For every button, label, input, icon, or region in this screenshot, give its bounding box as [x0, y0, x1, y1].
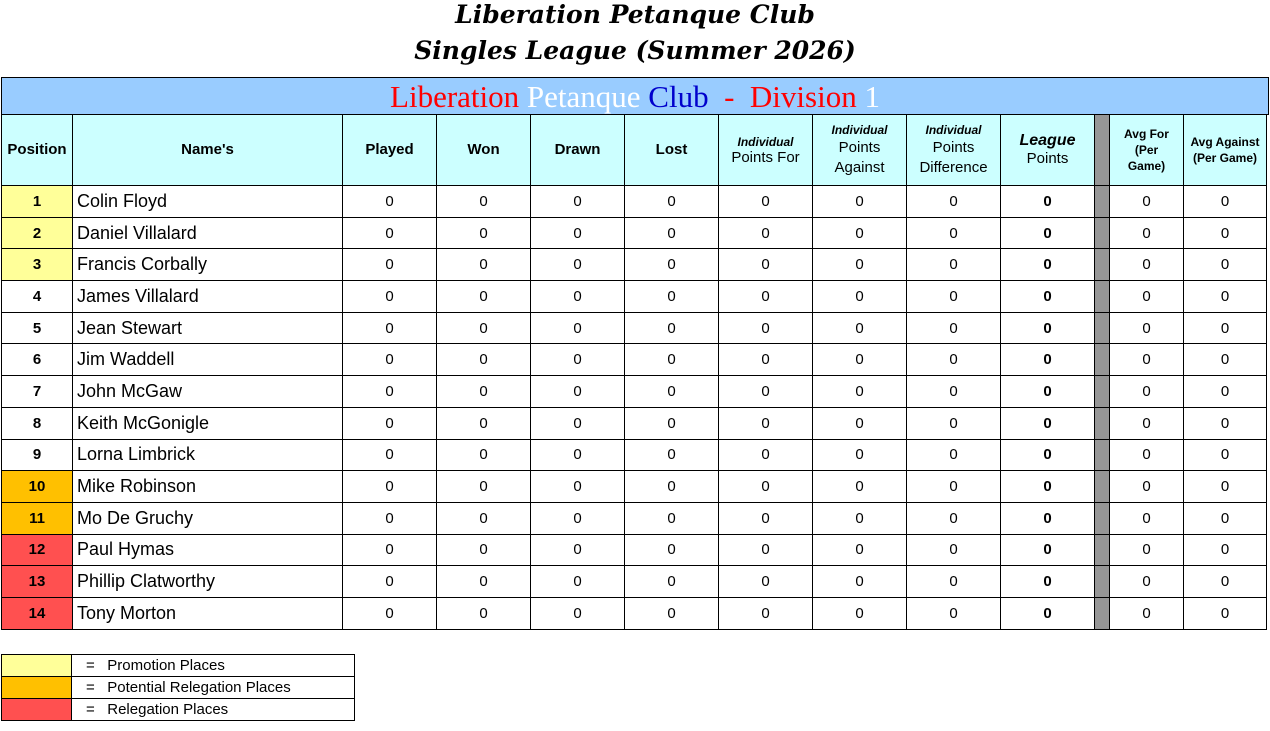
table-row [2, 217, 1267, 249]
cell-position: 8 [2, 407, 73, 439]
cell-position: 14 [2, 597, 73, 629]
cell-avg-for: 0 [1110, 502, 1184, 534]
legend-label-promotion: = Promotion Places [72, 655, 355, 677]
separator-cell [1095, 376, 1110, 408]
cell-points-difference: 0 [907, 471, 1001, 503]
cell-avg-for: 0 [1110, 344, 1184, 376]
cell-points-for: 0 [719, 376, 813, 408]
header-avgfor-2: (Per [1134, 143, 1159, 157]
cell-points-for: 0 [719, 249, 813, 281]
header-avg-against [1184, 115, 1267, 186]
legend-label-potential-relegation: = Potential Relegation Places [72, 677, 355, 699]
cell-position: 7 [2, 376, 73, 408]
cell-drawn: 0 [531, 376, 625, 408]
cell-lost: 0 [625, 597, 719, 629]
cell-points-for: 0 [719, 534, 813, 566]
cell-points-against: 0 [813, 471, 907, 503]
cell-points-difference: 0 [907, 534, 1001, 566]
cell-drawn: 0 [531, 344, 625, 376]
cell-won: 0 [437, 281, 531, 313]
cell-position: 6 [2, 344, 73, 376]
separator-cell [1095, 281, 1110, 313]
cell-won: 0 [437, 217, 531, 249]
banner-part: Petanque [526, 79, 649, 114]
cell-drawn: 0 [531, 312, 625, 344]
cell-points-difference: 0 [907, 439, 1001, 471]
cell-lost: 0 [625, 471, 719, 503]
legend-swatch-relegation [2, 699, 72, 721]
cell-name: Jim Waddell [73, 344, 343, 376]
cell-points-against: 0 [813, 566, 907, 598]
header-played: Played [343, 115, 437, 186]
cell-points-for: 0 [719, 566, 813, 598]
cell-points-difference: 0 [907, 186, 1001, 218]
separator-cell [1095, 502, 1110, 534]
cell-avg-for: 0 [1110, 376, 1184, 408]
cell-points-against: 0 [813, 186, 907, 218]
separator-cell [1095, 217, 1110, 249]
cell-avg-for: 0 [1110, 534, 1184, 566]
cell-played: 0 [343, 439, 437, 471]
separator-cell [1095, 534, 1110, 566]
header-pd-top: Individual [925, 122, 982, 137]
separator-cell [1095, 597, 1110, 629]
table-row [2, 597, 1267, 629]
cell-played: 0 [343, 407, 437, 439]
cell-avg-against: 0 [1184, 249, 1267, 281]
cell-position: 10 [2, 471, 73, 503]
cell-played: 0 [343, 502, 437, 534]
table-row [2, 566, 1267, 598]
separator-cell [1095, 186, 1110, 218]
cell-name: Daniel Villalard [73, 217, 343, 249]
cell-name: Mike Robinson [73, 471, 343, 503]
cell-points-for: 0 [719, 471, 813, 503]
cell-avg-for: 0 [1110, 249, 1184, 281]
header-pa-mid: Points [838, 138, 881, 156]
cell-won: 0 [437, 597, 531, 629]
cell-avg-for: 0 [1110, 186, 1184, 218]
header-points-difference [907, 115, 1001, 186]
header-pf-top: Individual [737, 134, 794, 149]
table-row [2, 249, 1267, 281]
cell-league-points: 0 [1001, 217, 1095, 249]
cell-lost: 0 [625, 566, 719, 598]
separator-cell [1095, 471, 1110, 503]
cell-avg-against: 0 [1184, 186, 1267, 218]
cell-lost: 0 [625, 217, 719, 249]
cell-won: 0 [437, 312, 531, 344]
cell-points-for: 0 [719, 217, 813, 249]
cell-avg-for: 0 [1110, 597, 1184, 629]
cell-league-points: 0 [1001, 471, 1095, 503]
table-row [2, 281, 1267, 313]
cell-points-against: 0 [813, 439, 907, 471]
cell-lost: 0 [625, 407, 719, 439]
separator-cell [1095, 566, 1110, 598]
cell-avg-against: 0 [1184, 407, 1267, 439]
cell-avg-for: 0 [1110, 281, 1184, 313]
cell-played: 0 [343, 376, 437, 408]
cell-lost: 0 [625, 376, 719, 408]
cell-points-difference: 0 [907, 217, 1001, 249]
cell-drawn: 0 [531, 597, 625, 629]
cell-position: 3 [2, 249, 73, 281]
legend [1, 654, 355, 721]
cell-league-points: 0 [1001, 407, 1095, 439]
cell-played: 0 [343, 344, 437, 376]
cell-avg-against: 0 [1184, 471, 1267, 503]
header-points-for [719, 115, 813, 186]
cell-won: 0 [437, 407, 531, 439]
cell-points-against: 0 [813, 502, 907, 534]
cell-avg-against: 0 [1184, 281, 1267, 313]
separator-cell [1095, 249, 1110, 281]
cell-drawn: 0 [531, 566, 625, 598]
cell-points-difference: 0 [907, 407, 1001, 439]
separator-cell [1095, 344, 1110, 376]
cell-won: 0 [437, 534, 531, 566]
table-row [2, 186, 1267, 218]
table-row [2, 344, 1267, 376]
legend-row [2, 655, 355, 677]
cell-lost: 0 [625, 439, 719, 471]
league-table [1, 114, 1267, 630]
cell-lost: 0 [625, 186, 719, 218]
cell-name: Jean Stewart [73, 312, 343, 344]
header-avg-for [1110, 115, 1184, 186]
cell-name: Tony Morton [73, 597, 343, 629]
division-banner [1, 77, 1269, 115]
cell-drawn: 0 [531, 471, 625, 503]
legend-swatch-promotion [2, 655, 72, 677]
cell-points-for: 0 [719, 407, 813, 439]
cell-lost: 0 [625, 344, 719, 376]
cell-league-points: 0 [1001, 439, 1095, 471]
header-won: Won [437, 115, 531, 186]
cell-lost: 0 [625, 281, 719, 313]
header-pf-bottom: Points For [731, 148, 800, 166]
table-row [2, 502, 1267, 534]
header-drawn: Drawn [531, 115, 625, 186]
cell-league-points: 0 [1001, 502, 1095, 534]
cell-drawn: 0 [531, 502, 625, 534]
cell-drawn: 0 [531, 217, 625, 249]
cell-points-difference: 0 [907, 281, 1001, 313]
cell-points-difference: 0 [907, 312, 1001, 344]
table-row [2, 471, 1267, 503]
cell-won: 0 [437, 376, 531, 408]
cell-drawn: 0 [531, 407, 625, 439]
cell-avg-against: 0 [1184, 312, 1267, 344]
cell-points-against: 0 [813, 312, 907, 344]
header-pd-mid: Points [932, 138, 975, 156]
cell-points-difference: 0 [907, 344, 1001, 376]
header-row [2, 115, 1267, 186]
sheet-subtitle: Singles League (Summer 2026) [414, 36, 856, 65]
header-pa-top: Individual [831, 122, 888, 137]
header-league-points [1001, 115, 1095, 186]
cell-position: 11 [2, 502, 73, 534]
cell-points-difference: 0 [907, 597, 1001, 629]
cell-drawn: 0 [531, 281, 625, 313]
league-body [2, 186, 1267, 630]
cell-drawn: 0 [531, 186, 625, 218]
cell-position: 2 [2, 217, 73, 249]
cell-lost: 0 [625, 312, 719, 344]
cell-league-points: 0 [1001, 249, 1095, 281]
cell-played: 0 [343, 471, 437, 503]
table-row [2, 439, 1267, 471]
cell-league-points: 0 [1001, 597, 1095, 629]
cell-played: 0 [343, 281, 437, 313]
cell-avg-for: 0 [1110, 566, 1184, 598]
banner-part: Division [749, 79, 865, 114]
banner-part: Club [648, 79, 709, 114]
cell-position: 1 [2, 186, 73, 218]
cell-avg-against: 0 [1184, 597, 1267, 629]
cell-won: 0 [437, 344, 531, 376]
cell-name: Phillip Clatworthy [73, 566, 343, 598]
cell-points-against: 0 [813, 534, 907, 566]
cell-won: 0 [437, 471, 531, 503]
cell-points-for: 0 [719, 502, 813, 534]
cell-avg-against: 0 [1184, 502, 1267, 534]
cell-league-points: 0 [1001, 566, 1095, 598]
table-row [2, 534, 1267, 566]
cell-won: 0 [437, 249, 531, 281]
cell-position: 5 [2, 312, 73, 344]
cell-drawn: 0 [531, 439, 625, 471]
legend-row [2, 699, 355, 721]
cell-won: 0 [437, 502, 531, 534]
cell-name: Mo De Gruchy [73, 502, 343, 534]
legend-swatch-potential-relegation [2, 677, 72, 699]
cell-points-difference: 0 [907, 566, 1001, 598]
cell-position: 4 [2, 281, 73, 313]
header-lp-top: League [1019, 132, 1076, 149]
cell-avg-against: 0 [1184, 439, 1267, 471]
separator-cell [1095, 407, 1110, 439]
cell-name: Lorna Limbrick [73, 439, 343, 471]
cell-avg-for: 0 [1110, 439, 1184, 471]
banner-part: - [708, 79, 750, 114]
table-row [2, 407, 1267, 439]
sheet-title: Liberation Petanque Club [455, 0, 815, 29]
cell-avg-for: 0 [1110, 312, 1184, 344]
cell-name: Paul Hymas [73, 534, 343, 566]
cell-name: Colin Floyd [73, 186, 343, 218]
header-avgagainst-2: (Per Game) [1192, 151, 1258, 165]
cell-lost: 0 [625, 249, 719, 281]
cell-avg-against: 0 [1184, 534, 1267, 566]
cell-played: 0 [343, 217, 437, 249]
cell-name: Francis Corbally [73, 249, 343, 281]
header-avgagainst-1: Avg Against [1190, 135, 1260, 149]
cell-lost: 0 [625, 502, 719, 534]
cell-name: James Villalard [73, 281, 343, 313]
cell-points-against: 0 [813, 281, 907, 313]
cell-avg-against: 0 [1184, 217, 1267, 249]
cell-points-against: 0 [813, 249, 907, 281]
header-avgfor-1: Avg For [1124, 127, 1169, 141]
cell-drawn: 0 [531, 534, 625, 566]
cell-won: 0 [437, 566, 531, 598]
header-avgfor-3: Game) [1127, 159, 1166, 173]
cell-points-against: 0 [813, 407, 907, 439]
header-name: Name's [73, 115, 343, 186]
separator-column [1095, 115, 1110, 186]
header-position: Position [2, 115, 73, 186]
cell-points-for: 0 [719, 186, 813, 218]
cell-position: 9 [2, 439, 73, 471]
cell-points-difference: 0 [907, 249, 1001, 281]
cell-played: 0 [343, 597, 437, 629]
cell-drawn: 0 [531, 249, 625, 281]
header-lost: Lost [625, 115, 719, 186]
cell-points-against: 0 [813, 344, 907, 376]
cell-name: Keith McGonigle [73, 407, 343, 439]
header-points-against [813, 115, 907, 186]
cell-points-for: 0 [719, 439, 813, 471]
cell-played: 0 [343, 186, 437, 218]
cell-points-against: 0 [813, 376, 907, 408]
cell-points-against: 0 [813, 217, 907, 249]
cell-avg-against: 0 [1184, 344, 1267, 376]
cell-name: John McGaw [73, 376, 343, 408]
cell-played: 0 [343, 534, 437, 566]
banner-part: 1 [864, 79, 880, 114]
cell-avg-for: 0 [1110, 407, 1184, 439]
cell-league-points: 0 [1001, 344, 1095, 376]
cell-avg-for: 0 [1110, 471, 1184, 503]
table-row [2, 376, 1267, 408]
cell-points-for: 0 [719, 344, 813, 376]
cell-position: 13 [2, 566, 73, 598]
cell-avg-against: 0 [1184, 566, 1267, 598]
banner-part: Liberation [390, 79, 527, 114]
cell-points-against: 0 [813, 597, 907, 629]
separator-cell [1095, 439, 1110, 471]
cell-won: 0 [437, 186, 531, 218]
header-pd-bottom: Difference [919, 158, 988, 176]
cell-league-points: 0 [1001, 186, 1095, 218]
legend-row [2, 677, 355, 699]
cell-played: 0 [343, 566, 437, 598]
cell-lost: 0 [625, 534, 719, 566]
separator-cell [1095, 312, 1110, 344]
table-row [2, 312, 1267, 344]
cell-league-points: 0 [1001, 281, 1095, 313]
cell-avg-against: 0 [1184, 376, 1267, 408]
cell-won: 0 [437, 439, 531, 471]
cell-league-points: 0 [1001, 534, 1095, 566]
legend-label-relegation: = Relegation Places [72, 699, 355, 721]
cell-league-points: 0 [1001, 312, 1095, 344]
cell-league-points: 0 [1001, 376, 1095, 408]
cell-points-for: 0 [719, 597, 813, 629]
cell-points-for: 0 [719, 312, 813, 344]
cell-points-difference: 0 [907, 376, 1001, 408]
cell-position: 12 [2, 534, 73, 566]
cell-played: 0 [343, 249, 437, 281]
cell-points-difference: 0 [907, 502, 1001, 534]
cell-avg-for: 0 [1110, 217, 1184, 249]
cell-played: 0 [343, 312, 437, 344]
header-lp-bottom: Points [1026, 150, 1069, 167]
cell-points-for: 0 [719, 281, 813, 313]
header-pa-bottom: Against [834, 158, 885, 176]
